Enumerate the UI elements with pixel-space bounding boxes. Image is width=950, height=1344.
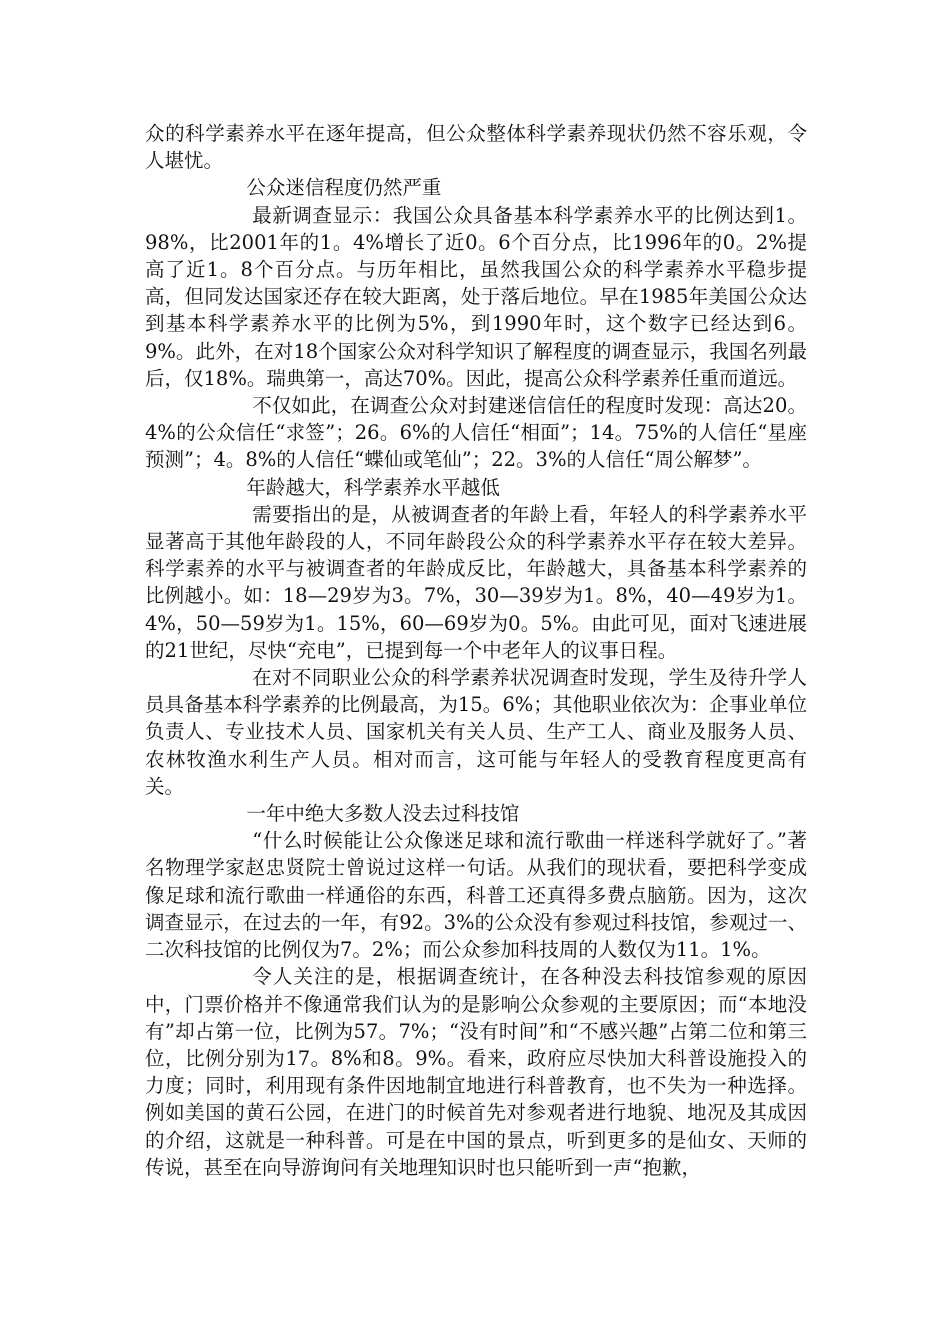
- section-heading-science-museum: 一年中绝大多数人没去过科技馆: [246, 802, 520, 826]
- paragraph-survey-results: 最新调查显示：我国公众具备基本科学素养水平的比例达到1。98%，比2001年的1。4%增长了近0。6个百分点，比1996年的0。2%提高了近1。8个百分点。与历年相比，虽然我国公众的科学素养水平稳步提高，但同发达国家还存在较大距离，处于落后地位。早在1985年美国公众达到基本科学素养水平的比例为5%，到1990年时，这个数字已经达到6。9%。此外，在对18个国家公众对科学知识了解程度的调查显示，我国名列最后，仅18%。瑞典第一，高达70%。因此，提高公众科学素养任重而道远。: [145, 203, 807, 390]
- paragraph-occupation-literacy: 在对不同职业公众的科学素养状况调查时发现，学生及待升学人员具备基本科学素养的比例最高，为15。6%；其他职业依次为：企事业单位负责人、专业技术人员、国家机关有关人员、生产工人、商业及服务人员、农林牧渔水利生产人员。相对而言，这可能与年轻人的受教育程度更高有关。: [145, 666, 807, 798]
- paragraph-superstition-trust: 不仅如此，在调查公众对封建迷信信任的程度时发现：高达20。4%的公众信任“求签”；26。6%的人信任“相面”；14。75%的人信任“星座预测”；4。8%的人信任“蝶仙或笔仙”；22。3%的人信任“周公解梦”。: [145, 394, 807, 472]
- document-body: [145, 120, 807, 1181]
- paragraph-reasons-not-visiting: 令人关注的是，根据调查统计，在各种没去科技馆参观的原因中，门票价格并不像通常我们认为的是影响公众参观的主要原因；而“本地没有”却占第一位，比例为57。7%；“没有时间”和“不感兴趣”占第二位和第三位，比例分别为17。8%和8。9%。看来，政府应尽快加大科普设施投入的力度；同时，利用现有条件因地制宜地进行科普教育，也不失为一种选择。例如美国的黄石公园，在进门的时候首先对参观者进行地貌、地况及其成因的介绍，这就是一种科普。可是在中国的景点，听到更多的是仙女、天师的传说，甚至在向导游询问有关地理知识时也只能听到一声“抱歉，: [145, 965, 807, 1179]
- paragraph-age-literacy: 需要指出的是，从被调查者的年龄上看，年轻人的科学素养水平显著高于其他年龄段的人，不同年龄段公众的科学素养水平存在较大差异。科学素养的水平与被调查者的年龄成反比，年龄越大，具备基本科学素养的比例越小。如：18—29岁为3。7%，30—39岁为1。8%，40—49岁为1。4%，50—59岁为1。15%，60—69岁为0。5%。由此可见，面对飞速进展的21世纪，尽快“充电”，已提到每一个中老年人的议事日程。: [145, 502, 807, 662]
- section-heading-superstition: 公众迷信程度仍然严重: [246, 176, 442, 200]
- paragraph-science-museum-visits: “什么时候能让公众像迷足球和流行歌曲一样迷科学就好了。”著名物理学家赵忠贤院士曾说过这样一句话。从我们的现状看，要把科学变成像足球和流行歌曲一样通俗的东西，科普工还真得多费点脑筋。因为，这次调查显示，在过去的一年，有92。3%的公众没有参观过科技馆，参观过一、二次科技馆的比例仅为7。2%；而公众参加科技周的人数仅为11。1%。: [145, 829, 807, 962]
- paragraph-continued: 众的科学素养水平在逐年提高，但公众整体科学素养现状仍然不容乐观，令人堪忧。: [145, 122, 807, 173]
- section-heading-age: 年龄越大，科学素养水平越低: [246, 475, 500, 499]
